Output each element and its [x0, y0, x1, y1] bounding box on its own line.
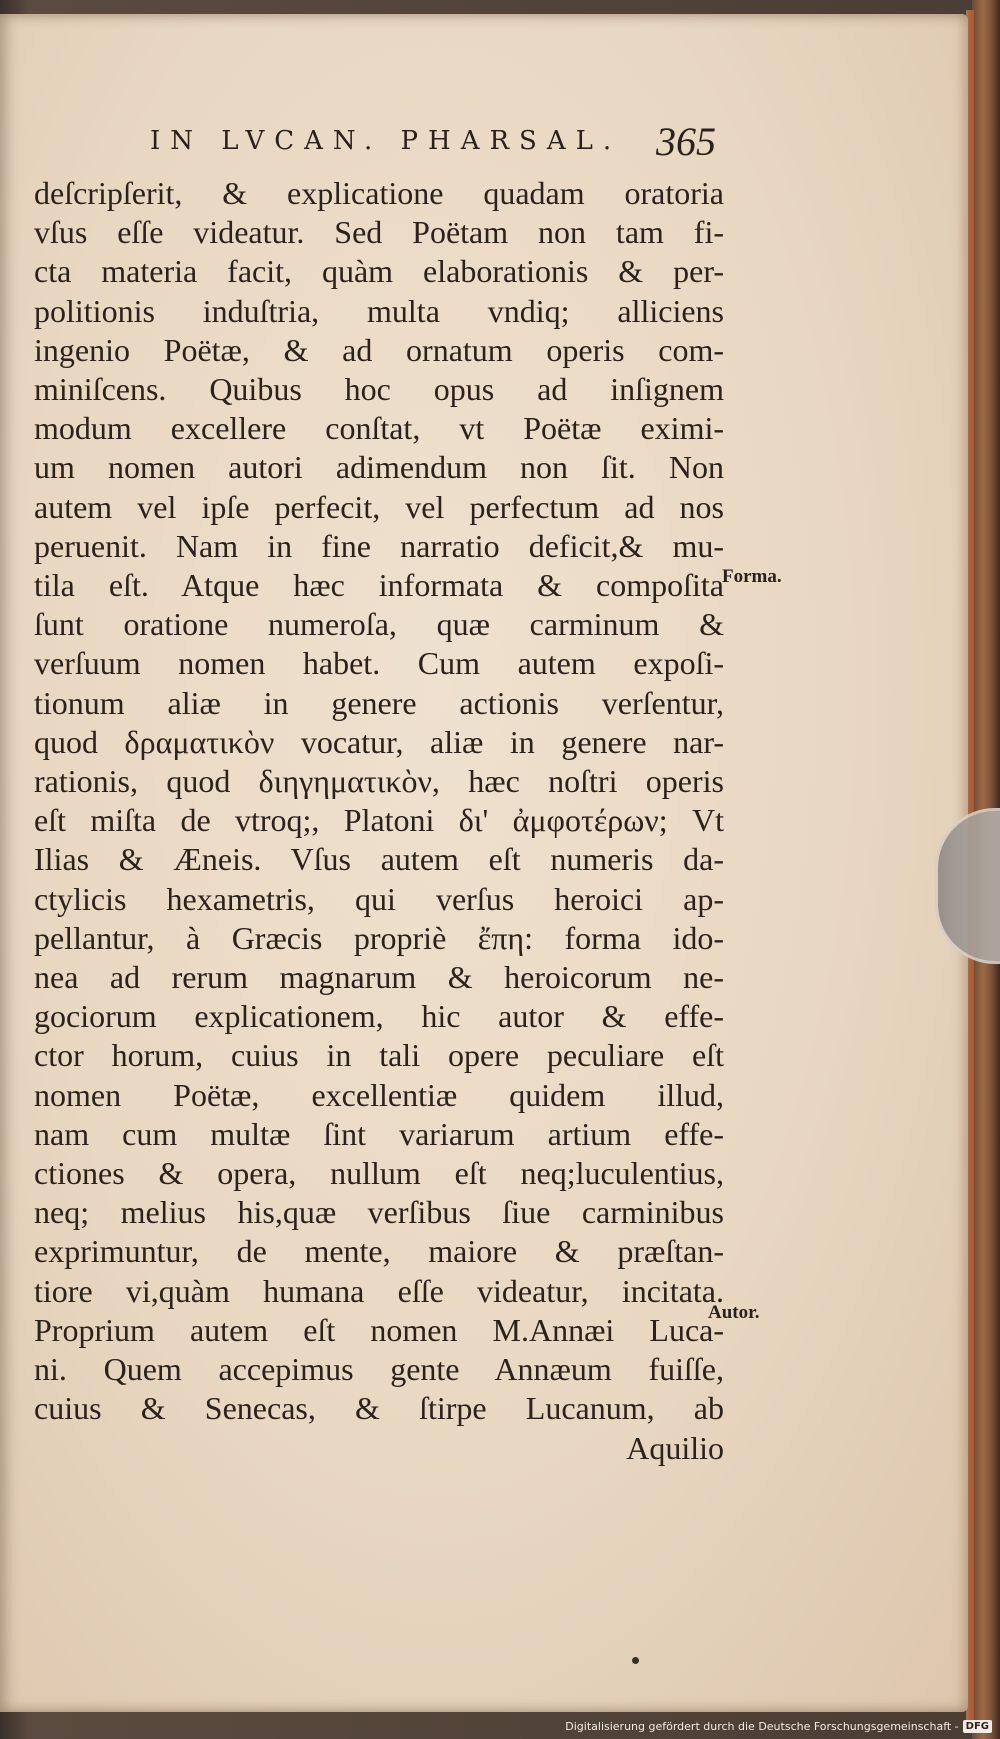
body-line: nam cum multæ ſint variarum artium effe- — [34, 1115, 724, 1152]
body-line: ingenio Poëtæ, & ad ornatum operis com- — [34, 331, 724, 368]
body-line: peruenit. Nam in fine narratio deficit,& mu- — [34, 527, 724, 564]
body-line: miniſcens. Quibus hoc opus ad inſignem — [34, 371, 724, 408]
body-line: cuius & Senecas, & ſtirpe Lucanum, ab — [34, 1390, 724, 1427]
body-line: ctor horum, cuius in tali opere peculiare eſt — [34, 1037, 724, 1074]
body-line: quod δραματικὸν vocatur, aliæ in genere nar- — [34, 723, 724, 760]
page-number: 365 — [656, 119, 716, 164]
marginal-note-autor: Autor. — [708, 1302, 760, 1323]
body-line: modum excellere conſtat, vt Poëtæ eximi- — [34, 410, 724, 447]
body-line: autem vel ipſe perfecit, vel perfectum ad nos — [34, 488, 724, 525]
body-line: nomen Poëtæ, excellentiæ quidem illud, — [34, 1076, 724, 1113]
body-line: nea ad rerum magnarum & heroicorum ne- — [34, 959, 724, 996]
dfg-logo: DFG — [963, 1720, 992, 1733]
body-line: Proprium autem eſt nomen M.Annæi Luca- — [34, 1311, 724, 1348]
body-line: ctiones & opera, nullum eſt neq;luculentius, — [34, 1155, 724, 1192]
body-line: tila eſt. Atque hæc informata & compoſita — [34, 567, 724, 604]
body-line: rationis, quod διηγηματικὸν, hæc noſtri operis — [34, 763, 724, 800]
body-line: pellantur, à Græcis propriè ἔπη: forma ido- — [34, 919, 724, 956]
body-line: verſuum nomen habet. Cum autem expoſi- — [34, 645, 724, 682]
body-line: vſus eſſe videatur. Sed Poëtam non tam fi- — [34, 214, 724, 251]
footer-credit — [565, 1720, 992, 1733]
running-head: IN LVCAN. PHARSAL. — [150, 126, 622, 156]
body-line: Ilias & Æneis. Vſus autem eſt numeris da- — [34, 841, 724, 878]
catchword: Aquilio — [626, 1429, 724, 1466]
body-text — [34, 174, 724, 1468]
body-line: neq; melius his,quæ verſibus ſiue carminibus — [34, 1194, 724, 1231]
marginal-note-forma: Forma. — [722, 566, 782, 587]
body-line: deſcripſerit, & explicatione quadam oratoria — [34, 175, 724, 211]
body-line: gociorum explicationem, hic autor & effe- — [34, 998, 724, 1035]
page-paper — [0, 14, 968, 1712]
body-line: ſunt oratione numeroſa, quæ carminum & — [34, 606, 724, 643]
body-line: um nomen autori adimendum non ſit. Non — [34, 449, 724, 486]
body-line: ctylicis hexametris, qui verſus heroici ap- — [34, 880, 724, 917]
ink-speck — [632, 1657, 639, 1664]
body-line: tionum aliæ in genere actionis verſentur, — [34, 684, 724, 721]
body-line: ni. Quem accepimus gente Annæum fuiſſe, — [34, 1351, 724, 1388]
body-line: exprimuntur, de mente, maiore & præſtan- — [34, 1233, 724, 1270]
footer-credit-text: Digitalisierung gefördert durch die Deutsche Forschungsgemeinschaft - — [565, 1720, 959, 1733]
body-line: eſt miſta de vtroq;, Platoni δι' ἀμφοτέρων; Vt — [34, 802, 724, 839]
body-line: cta materia facit, quàm elaborationis & per- — [34, 253, 724, 290]
body-line: tiore vi,quàm humana eſſe videatur, incitata. — [34, 1272, 724, 1309]
body-line: politionis induſtria, multa vndiq; alliciens — [34, 292, 724, 329]
